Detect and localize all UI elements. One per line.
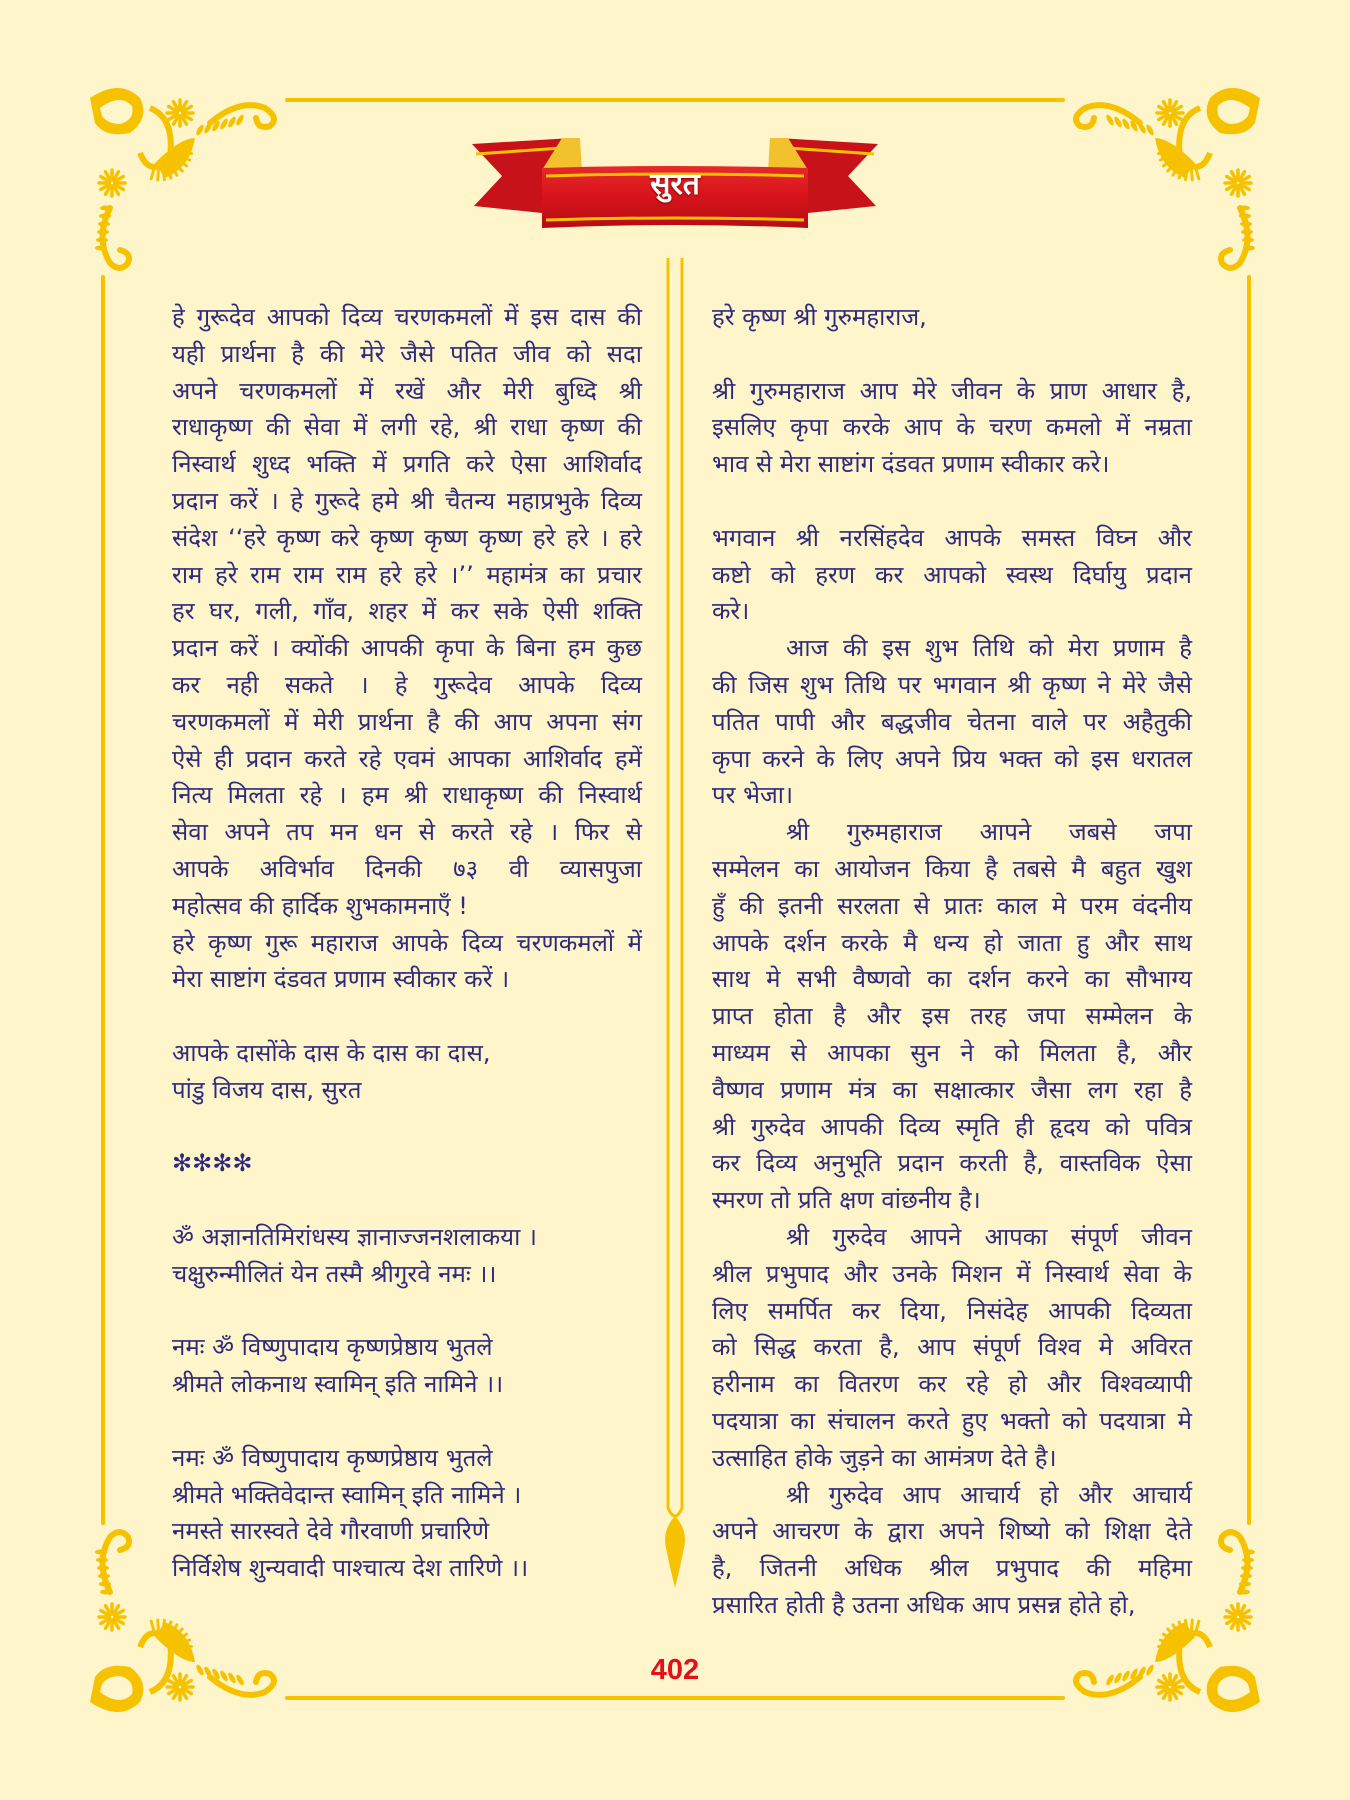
text-line: हरे कृष्ण श्री गुरुमहाराज, — [712, 303, 927, 331]
text-line: संदेश ‘‘हरे कृष्ण करे कृष्ण कृष्ण कृष्ण हरे हरे । हरे — [172, 523, 642, 552]
blank-line — [172, 1109, 642, 1146]
text-line: कर दिव्य अनुभूति प्रदान करती है, वास्तविक ऐसा — [712, 1149, 1192, 1178]
text-line: अपने आचरण के द्वारा अपने शिष्यो को शिक्षा देते — [712, 1517, 1192, 1546]
text-line: श्री गुरुमहाराज आपने जबसे जपा — [786, 818, 1192, 847]
text-line: वैष्णव प्रणाम मंत्र का सक्षात्कार जैसा लग रहा है — [712, 1075, 1192, 1104]
text-line: पर भेजा। — [712, 781, 794, 810]
text-line: आपके दर्शन करके मै धन्य हो जाता हु और साथ — [712, 928, 1192, 957]
right-text-column — [712, 299, 1192, 1624]
text-line: नमः ॐ विष्णुपादाय कृष्णप्रेष्ठाय भुतले — [172, 1443, 493, 1472]
text-line: यही प्रार्थना है की मेरे जैसे पतित जीव को सदा — [172, 339, 642, 368]
text-line: कृपा करने के लिए अपने प्रिय भक्त को इस धरातल — [712, 744, 1192, 773]
text-line: निस्वार्थ शुध्द भक्ति में प्रगति करे ऐसा आशिर्वाद — [172, 450, 642, 479]
banner-title: सुरत — [650, 167, 700, 202]
text-line: चरणकमलों में मेरी प्रार्थना है की आप अपना संग — [172, 707, 642, 736]
text-line: हे गुरूदेव आपको दिव्य चरणकमलों में इस दास की — [172, 303, 642, 331]
text-line: नमः ॐ विष्णुपादाय कृष्णप्रेष्ठाय भुतले — [172, 1333, 493, 1362]
text-line: ॐ अज्ञानतिमिरांधस्य ज्ञानाज्जनशलाकया । — [172, 1222, 538, 1251]
text-line: प्रसारित होती है उतना अधिक आप प्रसन्न होते हो, — [712, 1590, 1136, 1619]
text-line: आपके दासोंके दास के दास का दास, — [172, 1038, 491, 1067]
text-line: माध्यम से आपका सुन ने को मिलता है, और — [712, 1038, 1192, 1067]
blank-line — [172, 1403, 642, 1440]
text-line: कष्टो को हरण कर आपको स्वस्थ दिर्घायु प्रदान — [712, 560, 1192, 589]
text-line: अपने चरणकमलों में रखें और मेरी बुध्दि श्री — [172, 376, 642, 405]
text-line: श्री गुरुमहाराज आप मेरे जीवन के प्राण आधार है, — [712, 376, 1192, 405]
text-line: प्रदान करें । हे गुरूदे हमे श्री चैतन्य महाप्रभुके दिव्य — [172, 486, 642, 515]
text-line: सम्मेलन का आयोजन किया है तबसे मै बहुत खुश — [712, 854, 1192, 883]
page-number: 402 — [650, 1654, 700, 1686]
text-line: हुँ की इतनी सरलता से प्रातः काल मे परम वंदनीय — [712, 891, 1192, 920]
text-line: साथ मे सभी वैष्णवो का दर्शन करने का सौभाग्य — [712, 965, 1192, 994]
text-line: है, जितनी अधिक श्रील प्रभुपाद की महिमा — [712, 1554, 1192, 1583]
blank-line — [712, 336, 1192, 373]
text-line: कर नही सकते । हे गुरूदेव आपके दिव्य — [172, 670, 642, 699]
text-line: निर्विशेष शुन्यवादी पाश्चात्य देश तारिणे ।। — [172, 1554, 529, 1583]
text-line: भगवान श्री नरसिंहदेव आपके समस्त विघ्न और — [712, 523, 1192, 552]
text-line: राधाकृष्ण की सेवा में लगी रहे, श्री राधा कृष्ण की — [172, 413, 642, 442]
border-top-line — [285, 98, 1065, 102]
text-line: राम हरे राम राम राम हरे हरे ।’’ महामंत्र का प्रचार — [172, 560, 642, 589]
corner-ornament-top-left-icon — [80, 78, 280, 278]
blank-line — [172, 1182, 642, 1219]
text-line: उत्साहित होके जुड़ने का आमंत्रण देते है। — [712, 1443, 1057, 1472]
text-line: लिए समर्पित कर दिया, निसंदेह आपकी दिव्यता — [712, 1296, 1192, 1325]
text-line: इसलिए कृपा करके आप के चरण कमलो में नम्रता — [712, 413, 1192, 442]
text-line: चक्षुरुन्मीलितं येन तस्मै श्रीगुरवे नमः ।। — [172, 1259, 497, 1288]
text-line: प्रदान करें । क्योंकी आपकी कृपा के बिना हम कुछ — [172, 634, 642, 663]
text-line: की जिस शुभ तिथि पर भगवान श्री कृष्ण ने मेरे जैसे — [712, 670, 1192, 699]
text-line: हर घर, गली, गाँव, शहर में कर सके ऐसी शक्ति — [172, 597, 642, 626]
text-line: श्रीमते भक्तिवेदान्त स्वामिन् इति नामिने । — [172, 1480, 522, 1509]
text-line: श्रीमते लोकनाथ स्वामिन् इति नामिने ।। — [172, 1370, 504, 1399]
text-line: सेवा अपने तप मन धन से करते रहे । फिर से — [172, 818, 642, 847]
text-line: आपके अविर्भाव दिनकी ७३ वी व्यासपुजा — [172, 854, 642, 883]
blank-line — [712, 483, 1192, 520]
text-line: ✻✻✻✻ — [172, 1149, 253, 1178]
corner-ornament-top-right-icon — [1070, 78, 1270, 278]
text-line: प्राप्त होता है और इस तरह जपा सम्मेलन के — [712, 1002, 1192, 1031]
border-bottom-line — [285, 1696, 1065, 1700]
text-line: नित्य मिलता रहे । हम श्री राधाकृष्ण की निस्वार्थ — [172, 781, 642, 810]
text-line: भाव से मेरा साष्टांग दंडवत प्रणाम स्वीकार करे। — [712, 450, 1110, 479]
left-text-column — [172, 299, 642, 1587]
blank-line — [172, 998, 642, 1035]
title-banner — [462, 124, 888, 228]
text-line: पदयात्रा का संचालन करते हुए भक्तो को पदयात्रा मे — [712, 1406, 1192, 1435]
blank-line — [172, 1293, 642, 1330]
text-line: स्मरण तो प्रति क्षण वांछनीय है। — [712, 1186, 981, 1215]
text-line: श्री गुरुदेव आपकी दिव्य स्मृति ही हृदय को पवित्र — [712, 1112, 1192, 1141]
column-divider-icon — [660, 258, 690, 1588]
text-line: ऐसे ही प्रदान करते रहे एवमं आपका आशिर्वाद हमें — [172, 744, 642, 773]
text-line: पांडु विजय दास, सुरत — [172, 1075, 362, 1104]
text-line: श्री गुरुदेव आप आचार्य हो और आचार्य — [786, 1480, 1192, 1509]
text-line: श्री गुरुदेव आपने आपका संपूर्ण जीवन — [786, 1222, 1192, 1251]
border-right-line — [1247, 275, 1251, 1525]
text-line: श्रील प्रभुपाद और उनके मिशन में निस्वार्थ सेवा के — [712, 1259, 1192, 1288]
border-left-line — [101, 275, 105, 1525]
text-line: हरे कृष्ण गुरू महाराज आपके दिव्य चरणकमलों में — [172, 928, 642, 957]
text-line: नमस्ते सारस्वते देवे गौरवाणी प्रचारिणे — [172, 1517, 490, 1546]
text-line: को सिद्ध करता है, आप संपूर्ण विश्व मे अविरत — [712, 1333, 1192, 1362]
text-line: करे। — [712, 597, 750, 626]
text-line: पतित पापी और बद्धजीव चेतना वाले पर अहैतुकी — [712, 707, 1192, 736]
text-line: महोत्सव की हार्दिक शुभकामनाएँ ! — [172, 891, 468, 920]
text-line: हरीनाम का वितरण कर रहे हो और विश्वव्यापी — [712, 1370, 1192, 1399]
text-line: आज की इस शुभ तिथि को मेरा प्रणाम है — [786, 634, 1192, 663]
text-line: मेरा साष्टांग दंडवत प्रणाम स्वीकार करें । — [172, 965, 510, 994]
